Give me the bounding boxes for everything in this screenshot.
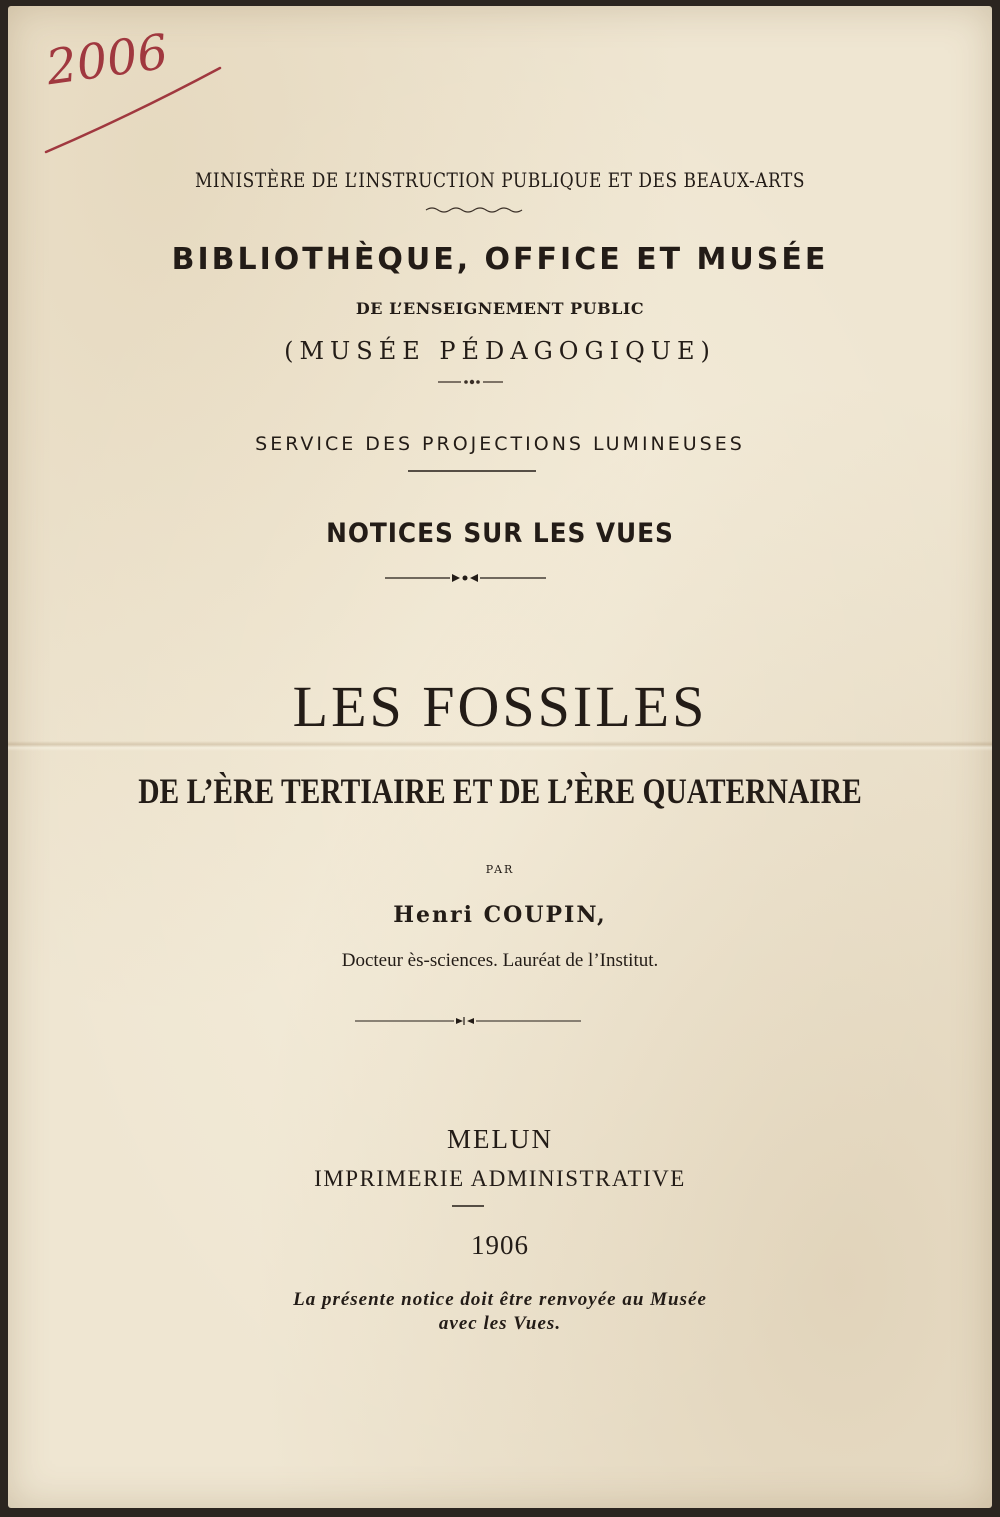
wavy-rule [8,204,992,216]
ornament-rule-3 [8,1015,992,1027]
imprint-city: MELUN [447,1124,553,1154]
handwritten-number: 2006 [42,23,172,97]
author-name: Henri COUPIN, [393,902,607,928]
ornament-rule-2 [8,572,992,584]
author-credentials: Docteur ès-sciences. Lauréat de l’Institut. [341,950,659,971]
by-label: PAR [485,863,515,876]
ministry-line: MINISTÈRE DE L’INSTRUCTION PUBLIQUE ET DES BEAUX-ARTS [194,169,806,193]
handwritten-underline [42,20,232,160]
paper-fold [8,741,992,751]
service-line: SERVICE DES PROJECTIONS LUMINEUSES [255,433,745,455]
return-notice [8,1288,992,1336]
imprint-printer: IMPRIMERIE ADMINISTRATIVE [314,1166,686,1191]
series-title: NOTICES SUR LES VUES [326,518,674,549]
imprint-year: 1906 [471,1230,529,1260]
museum-name: (MUSÉE PÉDAGOGIQUE) [284,337,716,365]
institution-subtitle: DE L’ENSEIGNEMENT PUBLIC [355,299,645,318]
handwritten-mark [42,20,232,160]
ornament-rule-1 [8,376,992,388]
institution-title: BIBLIOTHÈQUE, OFFICE ET MUSÉE [171,242,829,277]
return-notice-line-2: avec les Vues. [438,1313,562,1334]
plain-rule [8,468,992,474]
main-title: LES FOSSILES [292,674,708,739]
short-rule [8,1204,992,1208]
document-page [8,6,992,1508]
return-notice-line-1: La présente notice doit être renvoyée au Musée [293,1289,707,1310]
subtitle: DE L’ÈRE TERTIAIRE ET DE L’ÈRE QUATERNAIRE [138,771,862,811]
